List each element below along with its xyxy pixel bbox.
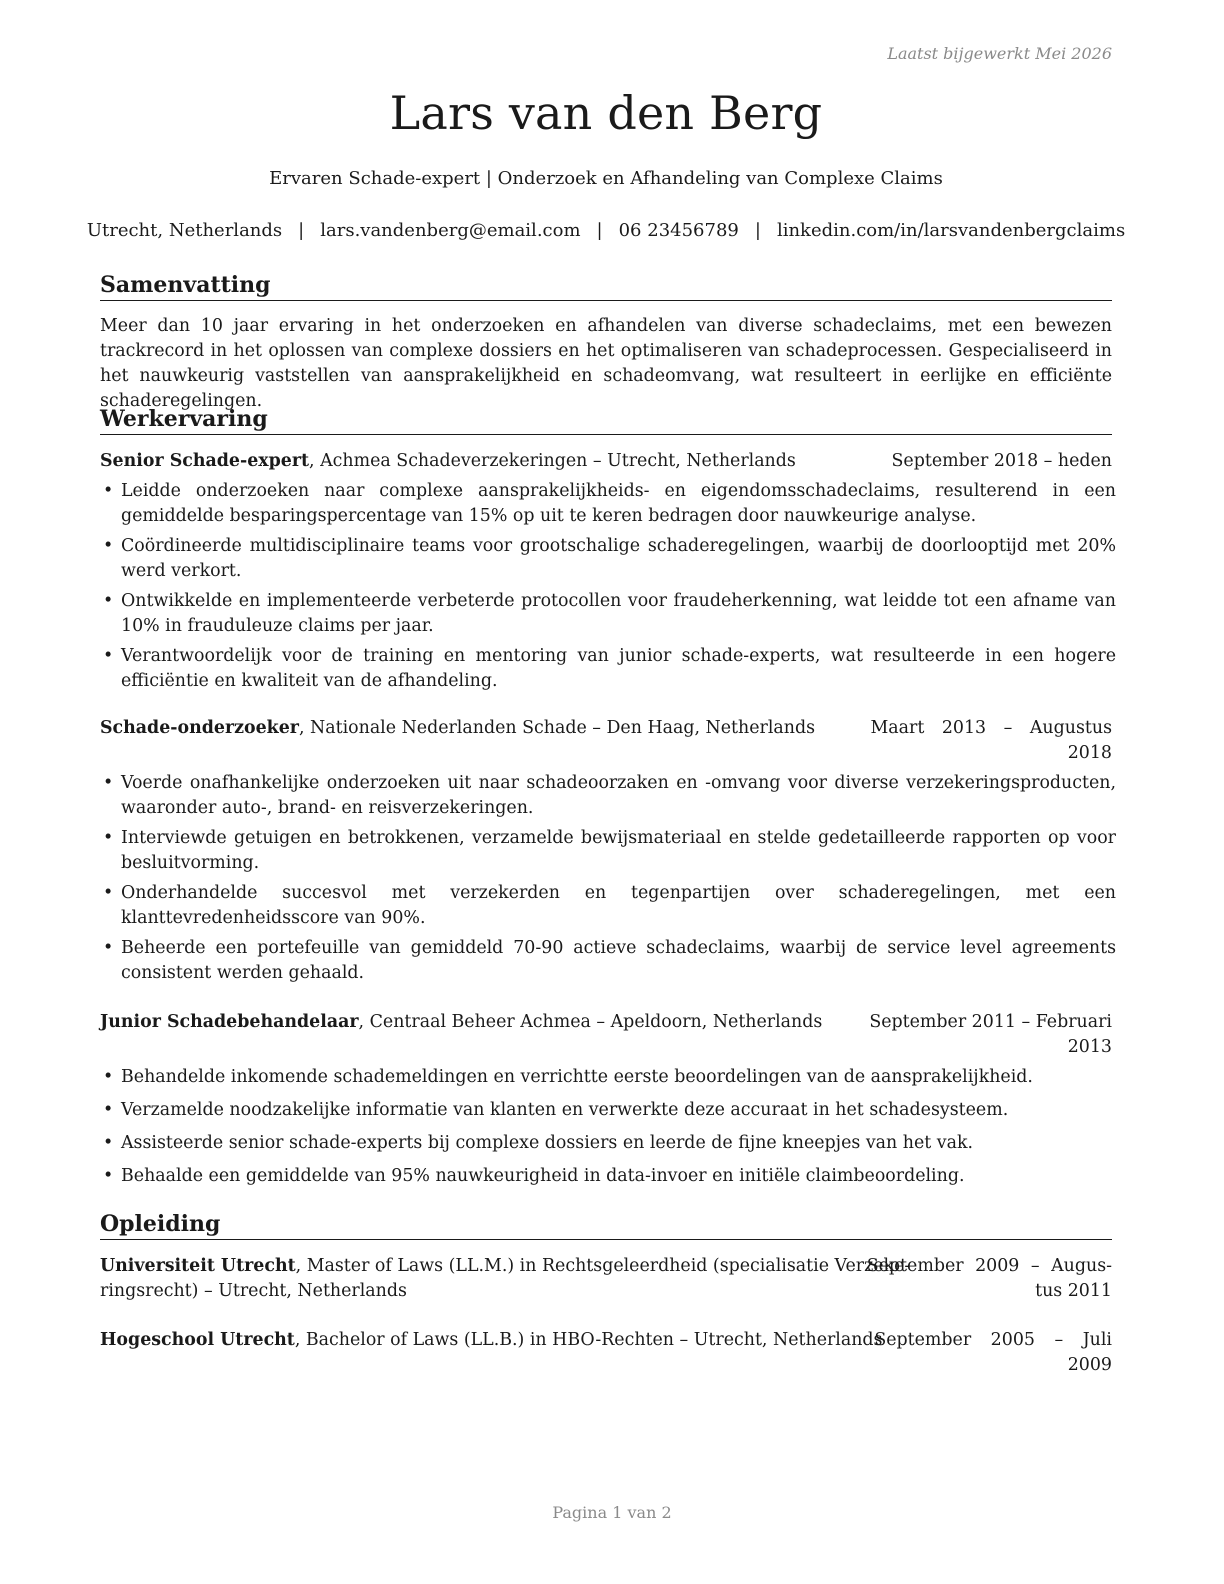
contact-separator: | xyxy=(596,220,603,241)
bullet-icon: • xyxy=(103,1133,114,1153)
contact-phone: 06 23456789 xyxy=(618,220,739,241)
list-item xyxy=(100,1131,1116,1156)
list-item xyxy=(100,1164,1116,1189)
education-school: Hogeschool Utrecht xyxy=(100,1330,295,1350)
bullet-icon: • xyxy=(103,536,114,556)
bullet-icon: • xyxy=(103,773,114,793)
bullet-text: Behandelde inkomende schademeldingen en verrichtte eerste beoordelingen van de aansprakelijkheid. xyxy=(121,1067,1033,1087)
job-dates-line: Maart 2013 – Augustus xyxy=(870,718,1112,738)
bullet-icon: • xyxy=(103,883,114,903)
job-org: , Achmea Schadeverzekeringen – Utrecht, Netherlands xyxy=(309,451,796,471)
education-dates-line: September 2005 – Juli xyxy=(874,1330,1112,1350)
job-dates-line: September 2011 – Februari xyxy=(869,1012,1112,1032)
job-bullets xyxy=(100,479,1116,694)
bullet-text: Leidde onderzoeken naar complexe aansprakelijkheids- en eigendomsschadeclaims, resulterend in een gemiddelde besparingspercentage van 15% op uit te keren bedragen door nauwkeurige analyse. xyxy=(121,481,1116,526)
job-role: Junior Schadebehandelaar xyxy=(100,1012,359,1032)
education-dates xyxy=(874,1328,1112,1378)
bullet-icon: • xyxy=(103,591,114,611)
education-degree: , Master of Laws (LL.M.) in Rechtsgeleerdheid (specialisatie Verzeke- xyxy=(295,1256,911,1276)
job-bullets xyxy=(100,771,1116,986)
bullet-text: Beheerde een portefeuille van gemiddeld 70-90 actieve schadeclaims, waarbij de service level agreements consistent werden gehaald. xyxy=(121,938,1116,983)
job-dates xyxy=(869,1010,1112,1060)
bullet-icon: • xyxy=(103,1100,114,1120)
bullet-text: Verantwoordelijk voor de training en mentoring van junior schade-experts, wat resulteerde in een hogere efficiëntie en kwaliteit van de afhandeling. xyxy=(121,646,1116,691)
list-item xyxy=(100,479,1116,529)
job-role: Schade-onderzoeker xyxy=(100,718,299,738)
education-dates xyxy=(867,1254,1112,1304)
bullet-text: Coördineerde multidisciplinaire teams voor grootschalige schaderegelingen, waarbij de doorlooptijd met 20% werd verkort. xyxy=(121,536,1116,581)
bullet-text: Interviewde getuigen en betrokkenen, verzamelde bewijsmateriaal en stelde gedetailleerde rapporten op voor besluitvorming. xyxy=(121,828,1116,873)
list-item xyxy=(100,826,1116,876)
bullet-text: Voerde onafhankelijke onderzoeken uit naar schadeoorzaken en -omvang voor diverse verzekeringsproducten, waaronder auto-, brand- en reisverzekeringen. xyxy=(121,773,1116,818)
bullet-text: Behaalde een gemiddelde van 95% nauwkeurigheid in data-invoer en initiële claimbeoordeling. xyxy=(121,1166,965,1186)
job-dates-line: 2013 xyxy=(1067,1037,1112,1057)
list-item xyxy=(100,1065,1116,1090)
section-title-summary: Samenvatting xyxy=(100,272,1112,301)
education-school: Universiteit Utrecht xyxy=(100,1256,296,1276)
bullet-text: Verzamelde noodzakelijke informatie van klanten en verwerkte deze accuraat in het schadesysteem. xyxy=(121,1100,1009,1120)
bullet-icon: • xyxy=(103,646,114,666)
list-item xyxy=(100,1098,1116,1123)
headline: Ervaren Schade-expert | Onderzoek en Afhandeling van Complexe Claims xyxy=(269,168,943,189)
job-bullets xyxy=(100,1065,1116,1189)
job-dates xyxy=(870,716,1112,766)
bullet-text: Ontwikkelde en implementeerde verbeterde protocollen voor fraudeherkenning, wat leidde tot een afname van 10% in frauduleuze claims per jaar. xyxy=(121,591,1116,636)
bullet-text: Onderhandelde succesvol met verzekerden en tegenpartijen over schaderegelingen, met een klanttevredenheidsscore van 90%. xyxy=(121,883,1116,928)
education-degree: , Bachelor of Laws (LL.B.) in HBO-Rechten – Utrecht, Netherlands xyxy=(294,1330,883,1350)
contact-email[interactable]: lars.vandenberg@email.com xyxy=(320,220,581,241)
job-dates-line: 2018 xyxy=(1067,743,1112,763)
bullet-icon: • xyxy=(103,1166,114,1186)
bullet-icon: • xyxy=(103,481,114,501)
summary-text: Meer dan 10 jaar ervaring in het onderzoeken en afhandelen van diverse schadeclaims, met een bewezen trackrecord in het oplossen van complexe dossiers en het optimaliseren van schadeprocessen. Gespecialiseerd in het nauwkeurig vaststellen van aansprakelijkheid en schadeomvang, wat resulteert in eerlijke en efficiënte schaderegelingen. xyxy=(100,316,1112,411)
list-item xyxy=(100,534,1116,584)
section-title-education: Opleiding xyxy=(100,1211,1112,1240)
list-item xyxy=(100,771,1116,821)
list-item xyxy=(100,881,1116,931)
education-dates-line: tus 2011 xyxy=(1035,1281,1112,1301)
education-dates-line: September 2009 – Augus- xyxy=(866,1256,1112,1276)
list-item xyxy=(100,589,1116,639)
bullet-icon: • xyxy=(103,828,114,848)
page-number: Pagina 1 van 2 xyxy=(552,1503,672,1522)
last-updated: Laatst bijgewerkt Mei 2026 xyxy=(887,44,1112,63)
job-role: Senior Schade-expert xyxy=(100,451,310,471)
education-degree-cont: ringsrecht) – Utrecht, Netherlands xyxy=(100,1281,407,1301)
contact-separator: | xyxy=(754,220,761,241)
job-dates-line: September 2018 – heden xyxy=(891,451,1112,471)
bullet-icon: • xyxy=(103,1067,114,1087)
job-org: , Nationale Nederlanden Schade – Den Haag, Netherlands xyxy=(298,718,816,738)
bullet-icon: • xyxy=(103,938,114,958)
contact-separator: | xyxy=(298,220,305,241)
list-item xyxy=(100,644,1116,694)
job-dates xyxy=(892,449,1113,474)
section-title-experience: Werkervaring xyxy=(100,406,1112,435)
job-org: , Centraal Beheer Achmea – Apeldoorn, Netherlands xyxy=(358,1012,823,1032)
contact-line xyxy=(86,220,1126,241)
candidate-name: Lars van den Berg xyxy=(389,86,823,140)
contact-location: Utrecht, Netherlands xyxy=(86,220,283,241)
contact-linkedin[interactable]: linkedin.com/in/larsvandenbergclaims xyxy=(776,220,1126,241)
bullet-text: Assisteerde senior schade-experts bij complexe dossiers en leerde de fijne kneepjes van het vak. xyxy=(121,1133,974,1153)
education-dates-line: 2009 xyxy=(1067,1355,1112,1375)
list-item xyxy=(100,936,1116,986)
